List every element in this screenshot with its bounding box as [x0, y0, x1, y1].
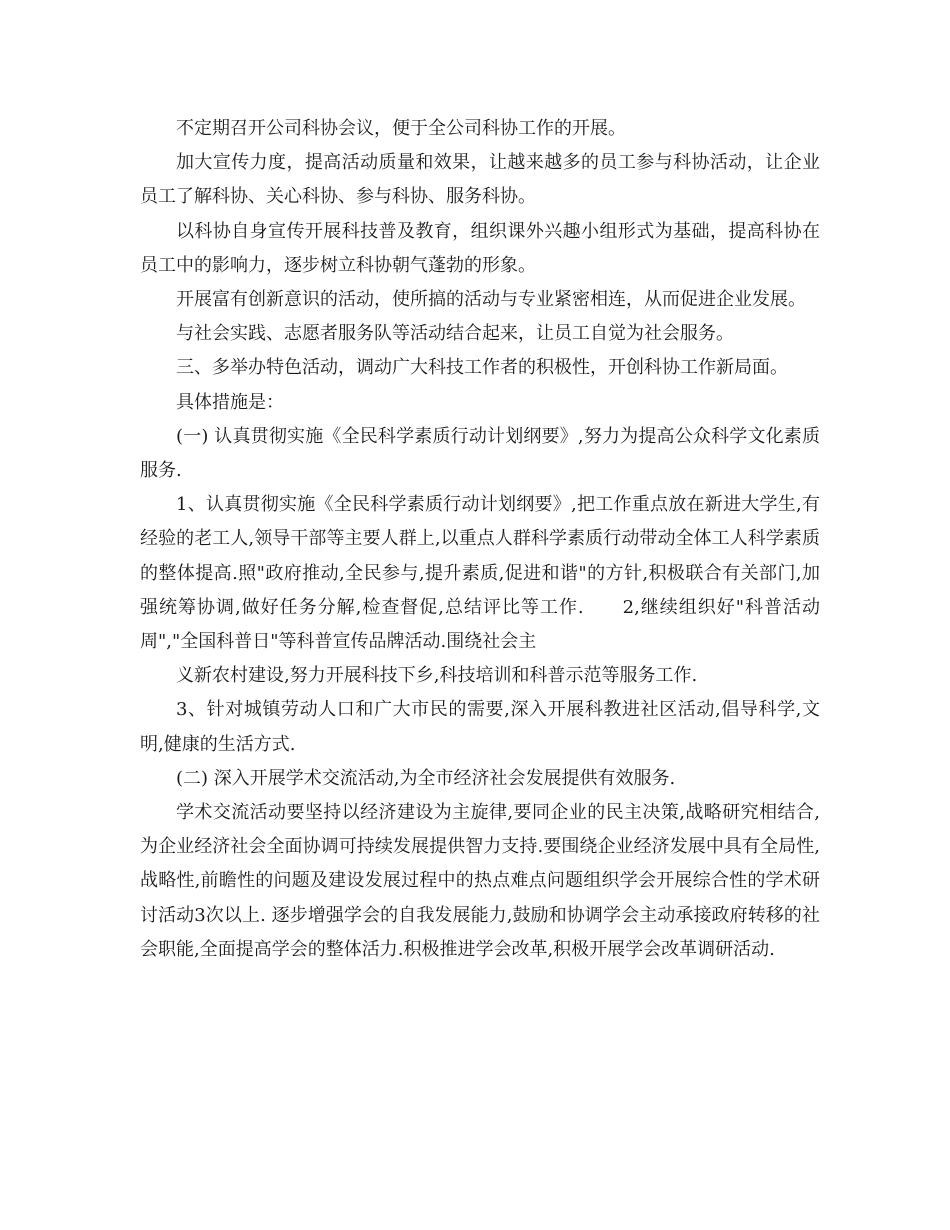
- paragraph-measures: 具体措施是：: [176, 391, 284, 413]
- paragraph-4: 开展富有创新意识的活动，使所搞的活动与专业紧密相连，从而促进企业发展。: [176, 289, 806, 311]
- paragraph-item-3: 3、针对城镇劳动人口和广大市民的需要,深入开展科教进社区活动,倡导科学,文明,健康的生活方式.: [140, 699, 820, 755]
- paragraph-item-1: 1、认真贯彻实施《全民科学素质行动计划纲要》,把工作重点放在新进大学生,有经验的老工人,领导干部等主要人群上,以重点人群科学素质行动带动全体工人科学素质的整体提高.照"政府推动,全民参与,提升素质,促进和谐"的方针,积极联合有关部门,加强统筹协调,做好任务分解,检查督促,总结评比等工作. 2,继续组织好"科普活动周","全国科普日"等科普宣传品牌活动.围绕社会主: [140, 494, 820, 653]
- paragraph-5: 与社会实践、志愿者服务队等活动结合起来，让员工自觉为社会服务。: [176, 323, 734, 345]
- paragraph-2: 加大宣传力度，提高活动质量和效果，让越来越多的员工参与科协活动，让企业员工了解科协、关心科协、参与科协、服务科协。: [140, 152, 820, 208]
- paragraph-3: 以科协自身宣传开展科技普及教育，组织课外兴趣小组形式为基础，提高科协在员工中的影响力，逐步树立科协朝气蓬勃的形象。: [140, 220, 820, 276]
- paragraph-1: 不定期召开公司科协会议，便于全公司科协工作的开展。: [176, 118, 626, 139]
- paragraph-academic: 学术交流活动要坚持以经济建设为主旋律,要同企业的民主决策,战略研究相结合,为企业经济社会全面协调可持续发展提供智力支持.要围绕企业经济发展中具有全局性,战略性,前瞻性的问题及建设发展过程中的热点难点问题组织学会开展综合性的学术研讨活动3次以上. 逐步增强学会的自我发展能力,鼓励和协调学会主动承接政府转移的社会职能,全面提高学会的整体活力.积极推进学会改革,积极开展学会改革调研活动.: [140, 802, 820, 960]
- paragraph-continuation: 义新农村建设,努力开展科技下乡,科技培训和科普示范等服务工作.: [176, 665, 698, 687]
- subsection-heading-1: (一) 认真贯彻实施《全民科学素质行动计划纲要》,努力为提高公众科学文化素质服务.: [140, 425, 820, 482]
- document-body: [140, 112, 820, 967]
- section-heading-3: 三、多举办特色活动，调动广大科技工作者的积极性，开创科协工作新局面。: [176, 357, 788, 379]
- subsection-heading-2: (二) 深入开展学术交流活动,为全市经济社会发展提供有效服务.: [176, 767, 676, 789]
